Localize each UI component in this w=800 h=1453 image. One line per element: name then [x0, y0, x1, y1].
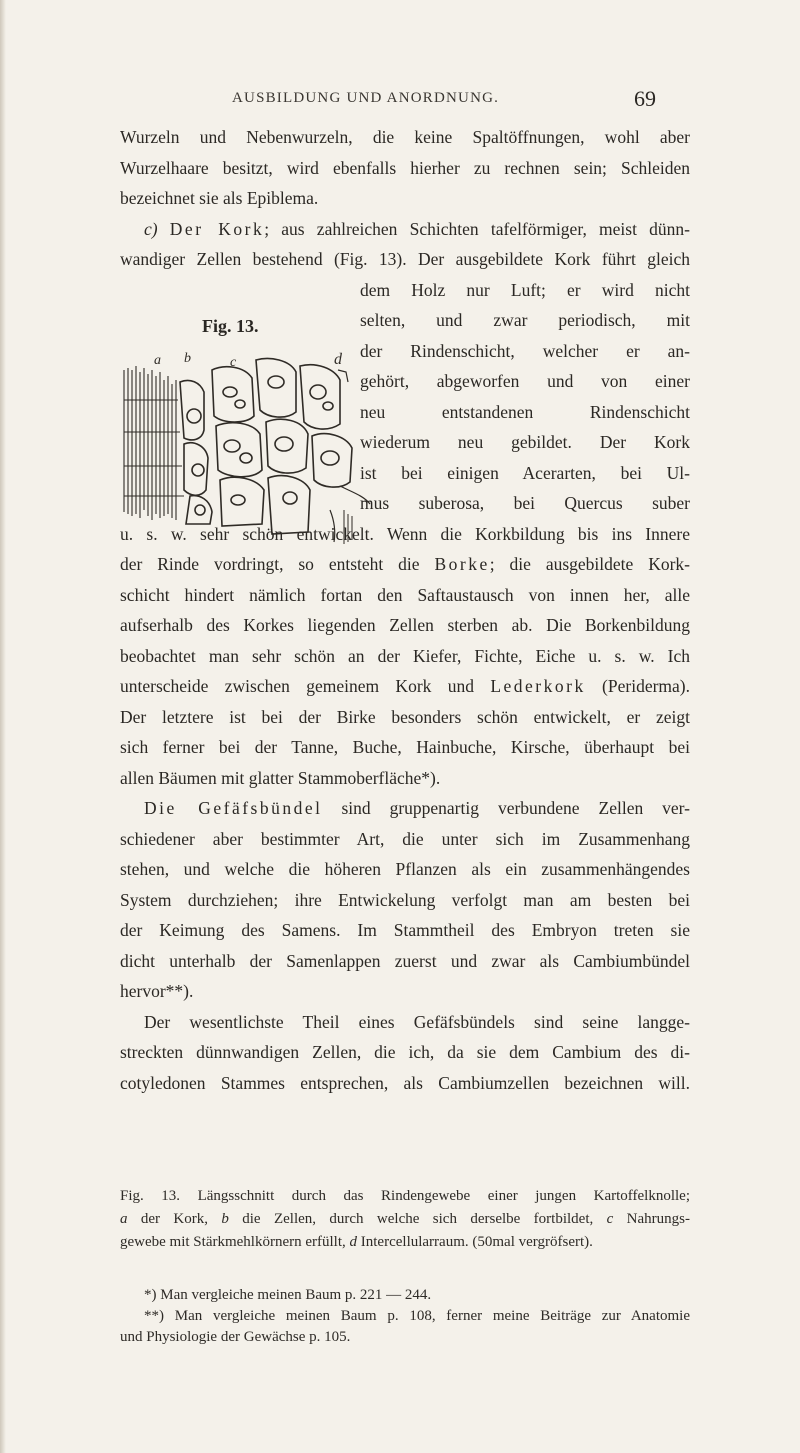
text-line: [120, 214, 690, 245]
footnotes: [120, 1285, 690, 1348]
page-header: [0, 86, 800, 116]
text-span: der Rinde vordringt, so entsteht die: [120, 554, 435, 574]
caption-line: [120, 1208, 690, 1231]
text-line: [120, 793, 690, 824]
text-line: der Rindenschicht, welcher er an-: [360, 340, 690, 361]
text-line: neu entstandenen Rindenschicht: [360, 401, 690, 422]
figure-letter-a: a: [154, 353, 161, 368]
text-line: allen Bäumen mit glatter Stammoberfläche*).: [120, 767, 441, 788]
caption-letter: c: [606, 1211, 614, 1227]
text-line: gehört, abgeworfen und von einer: [360, 371, 690, 391]
text-line: streckten dünnwandigen Zellen, die ich, da sie dem Cambium des di-: [120, 1042, 690, 1062]
cork-tissue-illustration: [120, 320, 378, 556]
text-line: schiedener aber bestimmter Art, die unter sich im Zusammenhang: [120, 828, 690, 849]
text-line: hervor**).: [120, 981, 194, 1001]
text-line: wiederum neu gebildet. Der Kork: [360, 432, 690, 452]
caption-span: Intercellularraum. (50mal vergröfsert).: [357, 1234, 593, 1250]
caption-span: der Kork,: [127, 1211, 222, 1227]
text-span: (Periderma).: [585, 676, 690, 696]
page-gutter-shadow: [0, 0, 6, 1453]
text-line: wandiger Zellen bestehend (Fig. 13). Der ausgebildete Kork führt gleich: [120, 249, 690, 269]
text-line: schicht hindert nämlich fortan den Saftaustausch von innen her, alle: [120, 584, 690, 605]
text-span: ; die ausgebildete Kork-: [489, 554, 690, 574]
caption-letter: b: [221, 1211, 229, 1227]
cork-layer: [124, 366, 184, 520]
text-line: mus suberosa, bei Quercus suber: [360, 493, 690, 513]
text-line: bezeichnet sie als Epiblema.: [120, 188, 319, 208]
term-lederkork: Lederkork: [490, 676, 586, 696]
running-head: AUSBILDUNG UND ANORDNUNG.: [232, 90, 500, 106]
text-line: [120, 671, 690, 702]
text-line: stehen, und welche die höheren Pflanzen als ein zusammenhängendes: [120, 859, 690, 879]
text-line: aufserhalb des Korkes liegenden Zellen sterben ab. Die Borkenbildung: [120, 615, 690, 635]
text-line: System durchziehen; ihre Entwickelung verfolgt man am besten bei: [120, 889, 690, 910]
text-line: Wurzeln und Nebenwurzeln, die keine Spaltöffnungen, wohl aber: [120, 127, 690, 147]
text-line: dem Holz nur Luft; er wird nicht: [360, 279, 690, 300]
footnote-2-cont: und Physiologie der Gewächse p. 105.: [120, 1329, 351, 1345]
text-line: der Keimung des Samens. Im Stammtheil des Embryon treten sie: [120, 920, 690, 940]
figure-13: [120, 316, 378, 556]
text-line: Der letztere ist bei der Birke besonders schön entwickelt, er zeigt: [120, 706, 690, 727]
caption-letter: a: [120, 1211, 128, 1227]
figure-letter-b: b: [184, 351, 191, 366]
caption-span: die Zellen, durch welche sich derselbe fortbildet,: [228, 1211, 607, 1227]
caption-span: gewebe mit Stärkmehlkörnern erfüllt,: [120, 1234, 350, 1250]
text-line: dicht unterhalb der Samenlappen zuerst und zwar als Cambiumbündel: [120, 950, 690, 971]
term-kork: Der Kork: [169, 218, 265, 239]
section-letter: c): [144, 218, 170, 239]
page-number: 69: [634, 86, 656, 111]
text-span: ; aus zahlreichen Schichten tafelförmiger, meist dünn-: [264, 218, 690, 239]
text-line: u. s. w. sehr schön entwickelt. Wenn die Korkbildung bis ins Innere: [120, 523, 690, 544]
body-text: [120, 122, 690, 1098]
text-line: ist bei einigen Acerarten, bei Ul-: [360, 462, 690, 483]
figure-letter-c: c: [230, 355, 237, 370]
figure-caption: [120, 1185, 690, 1254]
term-borke: Borke: [434, 554, 490, 574]
footnote-2: **) Man vergleiche meinen Baum p. 108, ferner meine Beiträge zur Anatomie: [144, 1308, 690, 1324]
text-line: sich ferner bei der Tanne, Buche, Hainbuche, Kirsche, überhaupt bei: [120, 737, 690, 757]
text-line: beobachtet man sehr schön an der Kiefer, Fichte, Eiche u. s. w. Ich: [120, 645, 690, 666]
text-line: Der wesentlichste Theil eines Gefäfsbündels sind seine langge-: [144, 1011, 690, 1032]
text-line: cotyledonen Stammes entsprechen, als Cambiumzellen bezeichnen will.: [120, 1072, 690, 1093]
caption-span: Nahrungs-: [613, 1211, 690, 1227]
footnote-1: *) Man vergleiche meinen Baum p. 221 — 244.: [144, 1287, 432, 1303]
caption-line: Fig. 13. Längsschnitt durch das Rindengewebe einer jungen Kartoffelknolle;: [120, 1188, 690, 1204]
text-line: Wurzelhaare besitzt, wird ebenfalls hierher zu rechnen sein; Schleiden: [120, 157, 690, 178]
figure-letter-d: d: [334, 351, 342, 368]
caption-line: [120, 1231, 690, 1254]
text-span: unterscheide zwischen gemeinem Kork und: [120, 676, 491, 696]
figure-label: Fig. 13.: [202, 316, 259, 336]
caption-letter: d: [349, 1234, 358, 1250]
term-gefaessbuendel: Die Gefäfsbündel: [144, 798, 323, 818]
text-span: sind gruppenartig verbundene Zellen ver-: [322, 798, 690, 818]
text-line: selten, und zwar periodisch, mit: [360, 310, 690, 330]
